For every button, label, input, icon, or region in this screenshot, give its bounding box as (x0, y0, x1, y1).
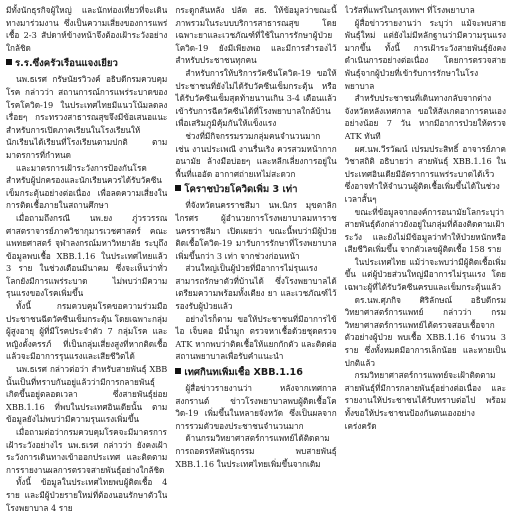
article-paragraph: กรมวิทยาศาสตร์การแพทย์จะเฝ้าติดตามสายพันธุ์ที่มีการกลายพันธุ์อย่างต่อเนื่อง และรายงานให้ประชาชนได้รับทราบต่อไป พร้อมทั้งขอให้ประชาชนป้องกันตนเองอย่างเคร่งครัด (344, 370, 506, 431)
article-paragraph: ผู้สื่อข่าวรายงานว่า หลังจากเทศกาลสงกรานต์ ข่าวโรงพยาบาลพบผู้ติดเชื้อโควิด-19 เพิ่มขึ้นในหลายจังหวัด ซึ่งเป็นผลจากการรวมตัวของประชาชนจำนวนมาก (175, 383, 337, 431)
article-paragraph: สำหรับการให้บริการวัคซีนโควิด-19 ขอให้ประชาชนที่ยังไม่ได้รับวัคซีนเข็มกระตุ้น หรือได้รับวัคซีนเข็มสุดท้ายนานเกิน 3-4 เดือนแล้ว เข้ารับการฉีดวัคซีนได้ที่โรงพยาบาลใกล้บ้าน เพื่อเสริมภูมิคุ้มกันให้แข็งแรง (175, 67, 337, 129)
section-heading-text: ร.ร.ซึ่งครัวเรือนแจงเยียว (15, 58, 118, 70)
article-paragraph: ช่วงที่มีกิจกรรมรวมกลุ่มคนจำนวนมาก เช่น งานประเพณี งานรื่นเริง ควรสวมหน้ากากอนามัย ล้างมือบ่อยๆ และหลีกเลี่ยงการอยู่ในพื้นที่แออัด อากาศถ่ายเทไม่สะดวก (175, 130, 337, 179)
article-paragraph: ไวรัสที่แพร่ในกรุงเทพฯ ที่โรงพยาบาล (344, 5, 475, 15)
column-2 (175, 4, 336, 512)
article-paragraph: ส่วนใหญ่เป็นผู้ป่วยที่มีอาการไม่รุนแรง สามารถรักษาตัวที่บ้านได้ ซึ่งโรงพยาบาลได้เตรียมความพร้อมทั้งเตียง ยา และเวชภัณฑ์ไว้รองรับผู้ป่วยแล้ว (175, 263, 337, 312)
section-heading (175, 366, 336, 380)
article-paragraph: เมื่อถามถึงกรณี นพ.ยง ภู่วรวรรณ ศาสตราจารย์ภาควิชากุมารเวชศาสตร์ คณะแพทยศาสตร์ จุฬาลงกรณ์มหาวิทยาลัย ระบุถึงข้อมูลพบเชื้อ XBB.1.16 ในประเทศไทยแล้ว 3 ราย ในช่วงเดือนมีนาคม ซึ่งจะเห็นว่าทั่วโลกยังมีการแพร่ระบาด ไม่พบว่ามีความรุนแรงของโรคเพิ่มขึ้น (6, 212, 168, 299)
section-heading-text: โคราชป่วยโควิดเพิ่ม 3 เท่า (184, 184, 298, 196)
column-1 (6, 4, 167, 512)
article-paragraph: มีทั้งนักธุรกิจผู้ใหญ่ และนักท่องเที่ยวที่จะเดินทางมาร่วมงาน ซึ่งเป็นความเสี่ยงของการแพร่เชื้อ 2-3 สัปดาห์ข้างหน้าจึงต้องเฝ้าระวังอย่างใกล้ชิด (6, 5, 168, 53)
section-heading-text: เทศกินทเพิ่มเชื้อ XBB.1.16 (184, 367, 303, 379)
article-paragraph: นพ.ธเรศ กล่าวต่อว่า สำหรับสายพันธุ์ XBB นั้นเป็นที่ทราบกันอยู่แล้วว่ามีการกลายพันธุ์เกิดขึ้นอยู่ตลอดเวลา ซึ่งสายพันธุ์ย่อย XBB.1.16 ที่พบในประเทศอินเดียนั้น ตามข้อมูลยังไม่พบว่ามีความรุนแรงเพิ่มขึ้น (6, 364, 168, 425)
article-paragraph: ดร.นพ.ศุภกิจ ศิริลักษณ์ อธิบดีกรมวิทยาศาสตร์การแพทย์ กล่าวว่า กรมวิทยาศาสตร์การแพทย์ได้ตรวจสอบเชื้อจากตัวอย่างผู้ป่วย พบเชื้อ XBB.1.16 จำนวน 3 ราย ซึ่งทั้งหมดมีอาการเล็กน้อย และหายเป็นปกติแล้ว (344, 294, 506, 368)
column-3 (345, 4, 506, 512)
article-paragraph: สำหรับประชาชนที่เดินทางกลับจากต่างจังหวัดหลังเทศกาล ขอให้สังเกตอาการตนเองอย่างน้อย 7 วัน หากมีอาการป่วยให้ตรวจ ATK ทันที (344, 93, 506, 141)
article-paragraph: ทั้งนี้ กรมควบคุมโรคขอความร่วมมือประชาชนฉีดวัคซีนเข็มกระตุ้น โดยเฉพาะกลุ่มผู้สูงอายุ ผู้ที่มีโรคประจำตัว 7 กลุ่มโรค และหญิงตั้งครรภ์ ที่เป็นกลุ่มเสี่ยงสูงที่หากติดเชื้อแล้วจะมีอาการรุนแรงและเสียชีวิตได้ (6, 301, 168, 362)
article-paragraph: ที่จังหวัดนครราชสีมา นพ.นิกร มุขตาลิกไกรศร ผู้อำนวยการโรงพยาบาลมหาราชนครราชสีมา เปิดเผยว่า ขณะนี้พบว่ามีผู้ป่วยติดเชื้อโควิด-19 มารับการรักษาที่โรงพยาบาลเพิ่มขึ้นกว่า 3 เท่า จากช่วงก่อนหน้า (175, 200, 337, 261)
article-paragraph: ขณะที่ข้อมูลจากองค์การอนามัยโลกระบุว่า สายพันธุ์ดังกล่าวยังอยู่ในกลุ่มที่ต้องติดตามเฝ้าระวัง และยังไม่มีข้อมูลว่าทำให้ป่วยหนักหรือเสียชีวิตเพิ่มขึ้น จากตัวเลขผู้ติดเชื้อ 158 ราย (344, 206, 506, 255)
article-paragraph: ทั้งนี้ ข้อมูลในประเทศไทยพบผู้ติดเชื้อ 4 ราย และมีผู้ป่วยรายใหม่ที่ต้องนอนรักษาตัวในโรงพยาบาล 4 ราย (6, 477, 168, 512)
square-bullet-icon (6, 59, 12, 65)
article-paragraph: และมาตรการเฝ้าระวังการป้องกันโรค สำหรับผู้ปกครองและนักเรียนควรได้รับวัคซีนเข็มกระตุ้นอย่างต่อเนื่อง เพื่อลดความเสี่ยงในการติดเชื้อภายในสถานศึกษา (6, 162, 168, 211)
article-paragraph: ในประเทศไทย แม้ว่าจะพบว่ามีผู้ติดเชื้อเพิ่มขึ้น แต่ผู้ป่วยส่วนใหญ่มีอาการไม่รุนแรง โดยเฉพาะผู้ที่ได้รับวัคซีนครบและเข็มกระตุ้นแล้ว (344, 256, 506, 293)
section-heading (6, 57, 167, 71)
article-paragraph: ผู้สื่อข่าวรายงานว่า ระบุว่า แม้จะพบสายพันธุ์ใหม่ แต่ยังไม่มีหลักฐานว่ามีความรุนแรงมากขึ้น ทั้งนี้ การเฝ้าระวังสายพันธุ์ยังคงดำเนินการอย่างต่อเนื่อง โดยการตรวจสายพันธุ์จากผู้ป่วยที่เข้ารับการรักษาในโรงพยาบาล (344, 17, 506, 91)
square-bullet-icon (175, 368, 181, 374)
square-bullet-icon (175, 185, 181, 191)
article-paragraph: กระดูกสันหลัง ปลัด สธ. ให้ข้อมูลว่าขณะนี้ภาพรวมในระบบบริการสาธารณสุข โดยเฉพาะยาและเวชภัณฑ์ที่ใช้ในการรักษาผู้ป่วยโควิด-19 ยังมีเพียงพอ และมีการสำรองไว้สำหรับประชาชนทุกคน (175, 5, 337, 66)
article-paragraph: นพ.ธเรศ กรัษนัยรวิวงค์ อธิบดีกรมควบคุมโรค กล่าวว่า สถานการณ์การแพร่ระบาดของโรคโควิด-19 ในประเทศไทยมีแนวโน้มลดลงเรื่อยๆ กระทรวงสาธารณสุขจึงมีข้อเสนอแนะ สำหรับการเปิดภาคเรียนในโรงเรียนให้นักเรียนได้เรียนที่โรงเรียนตามปกติ ตามมาตรการที่กำหนด (6, 74, 168, 160)
article-paragraph: ด้านกรมวิทยาศาสตร์การแพทย์ได้ติดตามการถอดรหัสพันธุกรรม พบสายพันธุ์ XBB.1.16 ในประเทศไทยเพิ่มขึ้นจากเดิม (175, 433, 337, 469)
article-paragraph: ผศ.นพ.วีรวัฒน์ เปรมประสิทธิ์ อาจารย์ภาควิชาสถิติ อธิบายว่า สายพันธุ์ XBB.1.16 ในประเทศอินเดียมีอัตราการแพร่ระบาดได้เร็ว ซึ่งอาจทำให้จำนวนผู้ติดเชื้อเพิ่มขึ้นได้ในช่วงเวลาสั้นๆ (344, 143, 506, 204)
article-paragraph: เมื่อถามต่อว่ากรมควบคุมโรคจะมีมาตรการเฝ้าระวังอย่างไร นพ.ธเรศ กล่าวว่า ยังคงเฝ้าระวังการเดินทางเข้าออกประเทศ และติดตามการรายงานผลการตรวจสายพันธุ์อย่างใกล้ชิด (6, 427, 168, 475)
article-paragraph: อย่างไรก็ตาม ขอให้ประชาชนที่มีอาการไข้ ไอ เจ็บคอ มีน้ำมูก ตรวจหาเชื้อด้วยชุดตรวจ ATK หากพบว่าติดเชื้อให้แยกกักตัว และติดต่อสถานพยาบาลเพื่อรับคำแนะนำ (175, 313, 337, 362)
section-heading (175, 183, 336, 197)
